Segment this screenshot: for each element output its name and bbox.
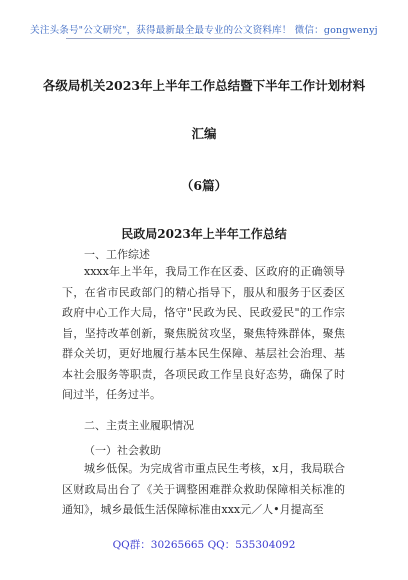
footer-qq-text: QQ群：30265665 QQ：535304092	[112, 539, 296, 551]
section-heading-duties: 二、主责主业履职情况	[84, 419, 194, 432]
document-title: 各级局机关2023年上半年工作总结暨下半年工作计划材料	[42, 78, 366, 93]
paragraph-overview: xxxx年上半年，我局工作在区委、区政府的正确领导下，在省市民政部门的精心指导下，服从和服务于区委区政府中心工作大局，恪守"民政为民、民政爱民"的工作宗旨，坚持改革创新，聚焦脱贫攻坚，聚焦特殊群体，聚焦群众关切，更好地履行基本民生保障、基层社会治理、基本社会服务等职责，各项民政工作呈良好态势，确保了时间过半，任务过半。	[62, 265, 345, 401]
document-title-continued: 汇编	[191, 126, 217, 141]
article-title: 民政局2023年上半年工作总结	[121, 227, 287, 241]
section-heading-overview: 一、工作综述	[84, 248, 150, 261]
paragraph-subsistence-allowance: 城乡低保。为完成省市重点民生考核，x月，我局联合区财政局出台了《关于调整困难群众救助保障相关标准的通知》，城乡最低生活保障标准由xxx元／人•月提高至	[62, 462, 345, 516]
header-ad-text: 关注头条号"公文研究"，获得最新最全最专业的公文资料库！ 微信：gongwenyj	[30, 25, 378, 36]
header-divider	[66, 38, 350, 39]
document-count: （6篇）	[180, 178, 228, 193]
subsection-heading-social-assistance: （一）社会救助	[84, 444, 161, 457]
